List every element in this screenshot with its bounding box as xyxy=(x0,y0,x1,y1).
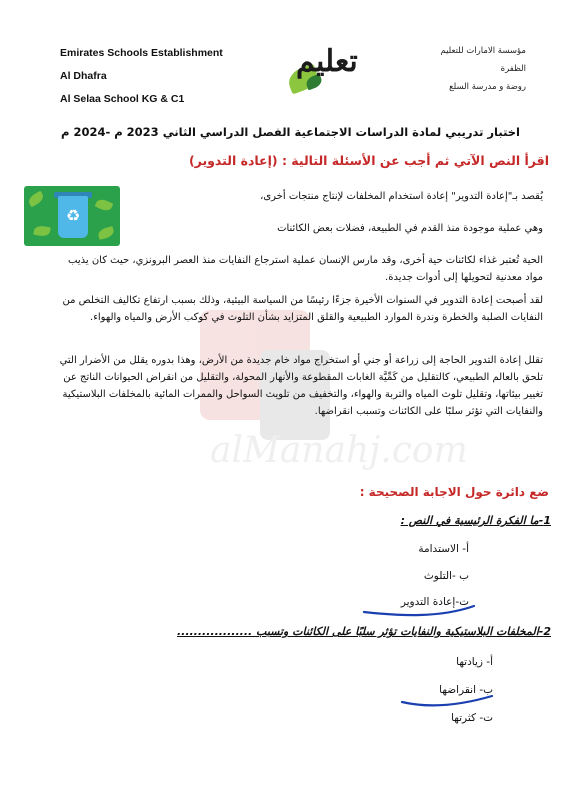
header-right-line-2: الظفرة xyxy=(500,64,526,74)
header-left-line-1: Emirates Schools Establishment xyxy=(60,47,223,59)
answer-underline-mark xyxy=(398,684,498,712)
choose-heading: ضع دائرة حول الاجابة الصحيحة : xyxy=(359,485,549,499)
leaf-icon xyxy=(33,225,50,238)
question-2-option-b[interactable]: ب- انقراضها xyxy=(439,684,493,696)
logo-text: تعليم xyxy=(296,44,358,79)
question-1-option-c[interactable]: ت-إعادة التدوير xyxy=(400,596,469,608)
passage-paragraph-3: الحية تُعتبر غذاء لكائنات حية أخرى، وقد مارس الإنسان عملية استرجاع النفايات منذ العصر البرونزي، حيث كان يذيب مواد معدنية لتحويلها إلى أدوات جديدة. xyxy=(68,255,543,283)
question-2: 2-المخلفات البلاستيكية والنفايات تؤثر سلبًا على الكائنات وتسبب .................. xyxy=(176,625,551,638)
leaf-icon xyxy=(27,191,46,208)
header-left-line-3: Al Selaa School KG & C1 xyxy=(60,93,185,105)
passage-paragraph-2: وهي عملية موجودة منذ القدم في الطبيعة، فضلات بعض الكائنات xyxy=(277,223,543,234)
question-2-option-c[interactable]: ت- كثرتها xyxy=(451,712,493,724)
header-right-line-1: مؤسسة الامارات للتعليم xyxy=(440,46,526,56)
header-right-line-3: روضة و مدرسة السلع xyxy=(449,82,526,92)
recycle-symbol-icon: ♻ xyxy=(65,206,81,225)
header-right-arabic xyxy=(376,42,526,96)
watermark-text: alManahj.com xyxy=(210,430,468,471)
passage-paragraph-1: يُقصد بـ"إعادة التدوير" إعادة استخدام المخلفات لإنتاج منتجات أخرى، xyxy=(260,191,543,202)
passage-paragraph-4: لقد أصبحت إعادة التدوير في السنوات الأخيرة جزءًا رئيسًا من السياسة البيئية، وذلك بسبب ارتفاع تكاليف التخلص من النفايات الصلبة والخطرة وندرة الموارد الطبيعية والقلق المتزايد بشأن التلوث في كوكب الأرض والمياه والهواء. xyxy=(62,295,543,323)
passage-paragraph-5: تقلل إعادة التدوير الحاجة إلى زراعة أو جني أو استخراج مواد خام جديدة من الأرض، وهذا بدوره يقلل من الأضرار التي تلحق بالعالم الطبيعي، كالتقليل من كَمِّيَّة الغابات المقطوعة والأنهار المحولة، والتقليل من انقراض الحيوانات الناتج عن تغيير بيئاتها، وتقليل تلوث المياه والتربة والهواء، والتخفيف من تلويث السواحل والممرات المائية بالمخلفات البلاستيكية والنفايات التي تؤثر سلبًا على الكائنات وتسبب انقراضها. xyxy=(59,355,543,417)
exam-title: اختبار تدريبي لمادة الدراسات الاجتماعية الفصل الدراسي الثاني 2023 م -2024 م xyxy=(61,125,520,139)
question-1: 1-ما الفكرة الرئيسية في النص : xyxy=(400,514,551,527)
recycling-bin-icon xyxy=(24,186,120,246)
header-left-english xyxy=(60,42,280,111)
reading-instruction: اقرأ النص الآتي ثم أجب عن الأسئلة التالية : (إعادة التدوير) xyxy=(188,153,549,168)
question-2-option-a[interactable]: أ- زيادتها xyxy=(456,656,493,668)
answer-underline-mark xyxy=(360,598,480,622)
tamleem-logo xyxy=(290,40,370,96)
question-1-option-b[interactable]: ب -التلوث xyxy=(423,570,469,582)
header-left-line-2: Al Dhafra xyxy=(60,70,107,82)
leaf-icon xyxy=(97,226,115,240)
question-1-option-a[interactable]: أ- الاستدامة xyxy=(418,543,469,555)
leaf-icon xyxy=(95,197,114,213)
